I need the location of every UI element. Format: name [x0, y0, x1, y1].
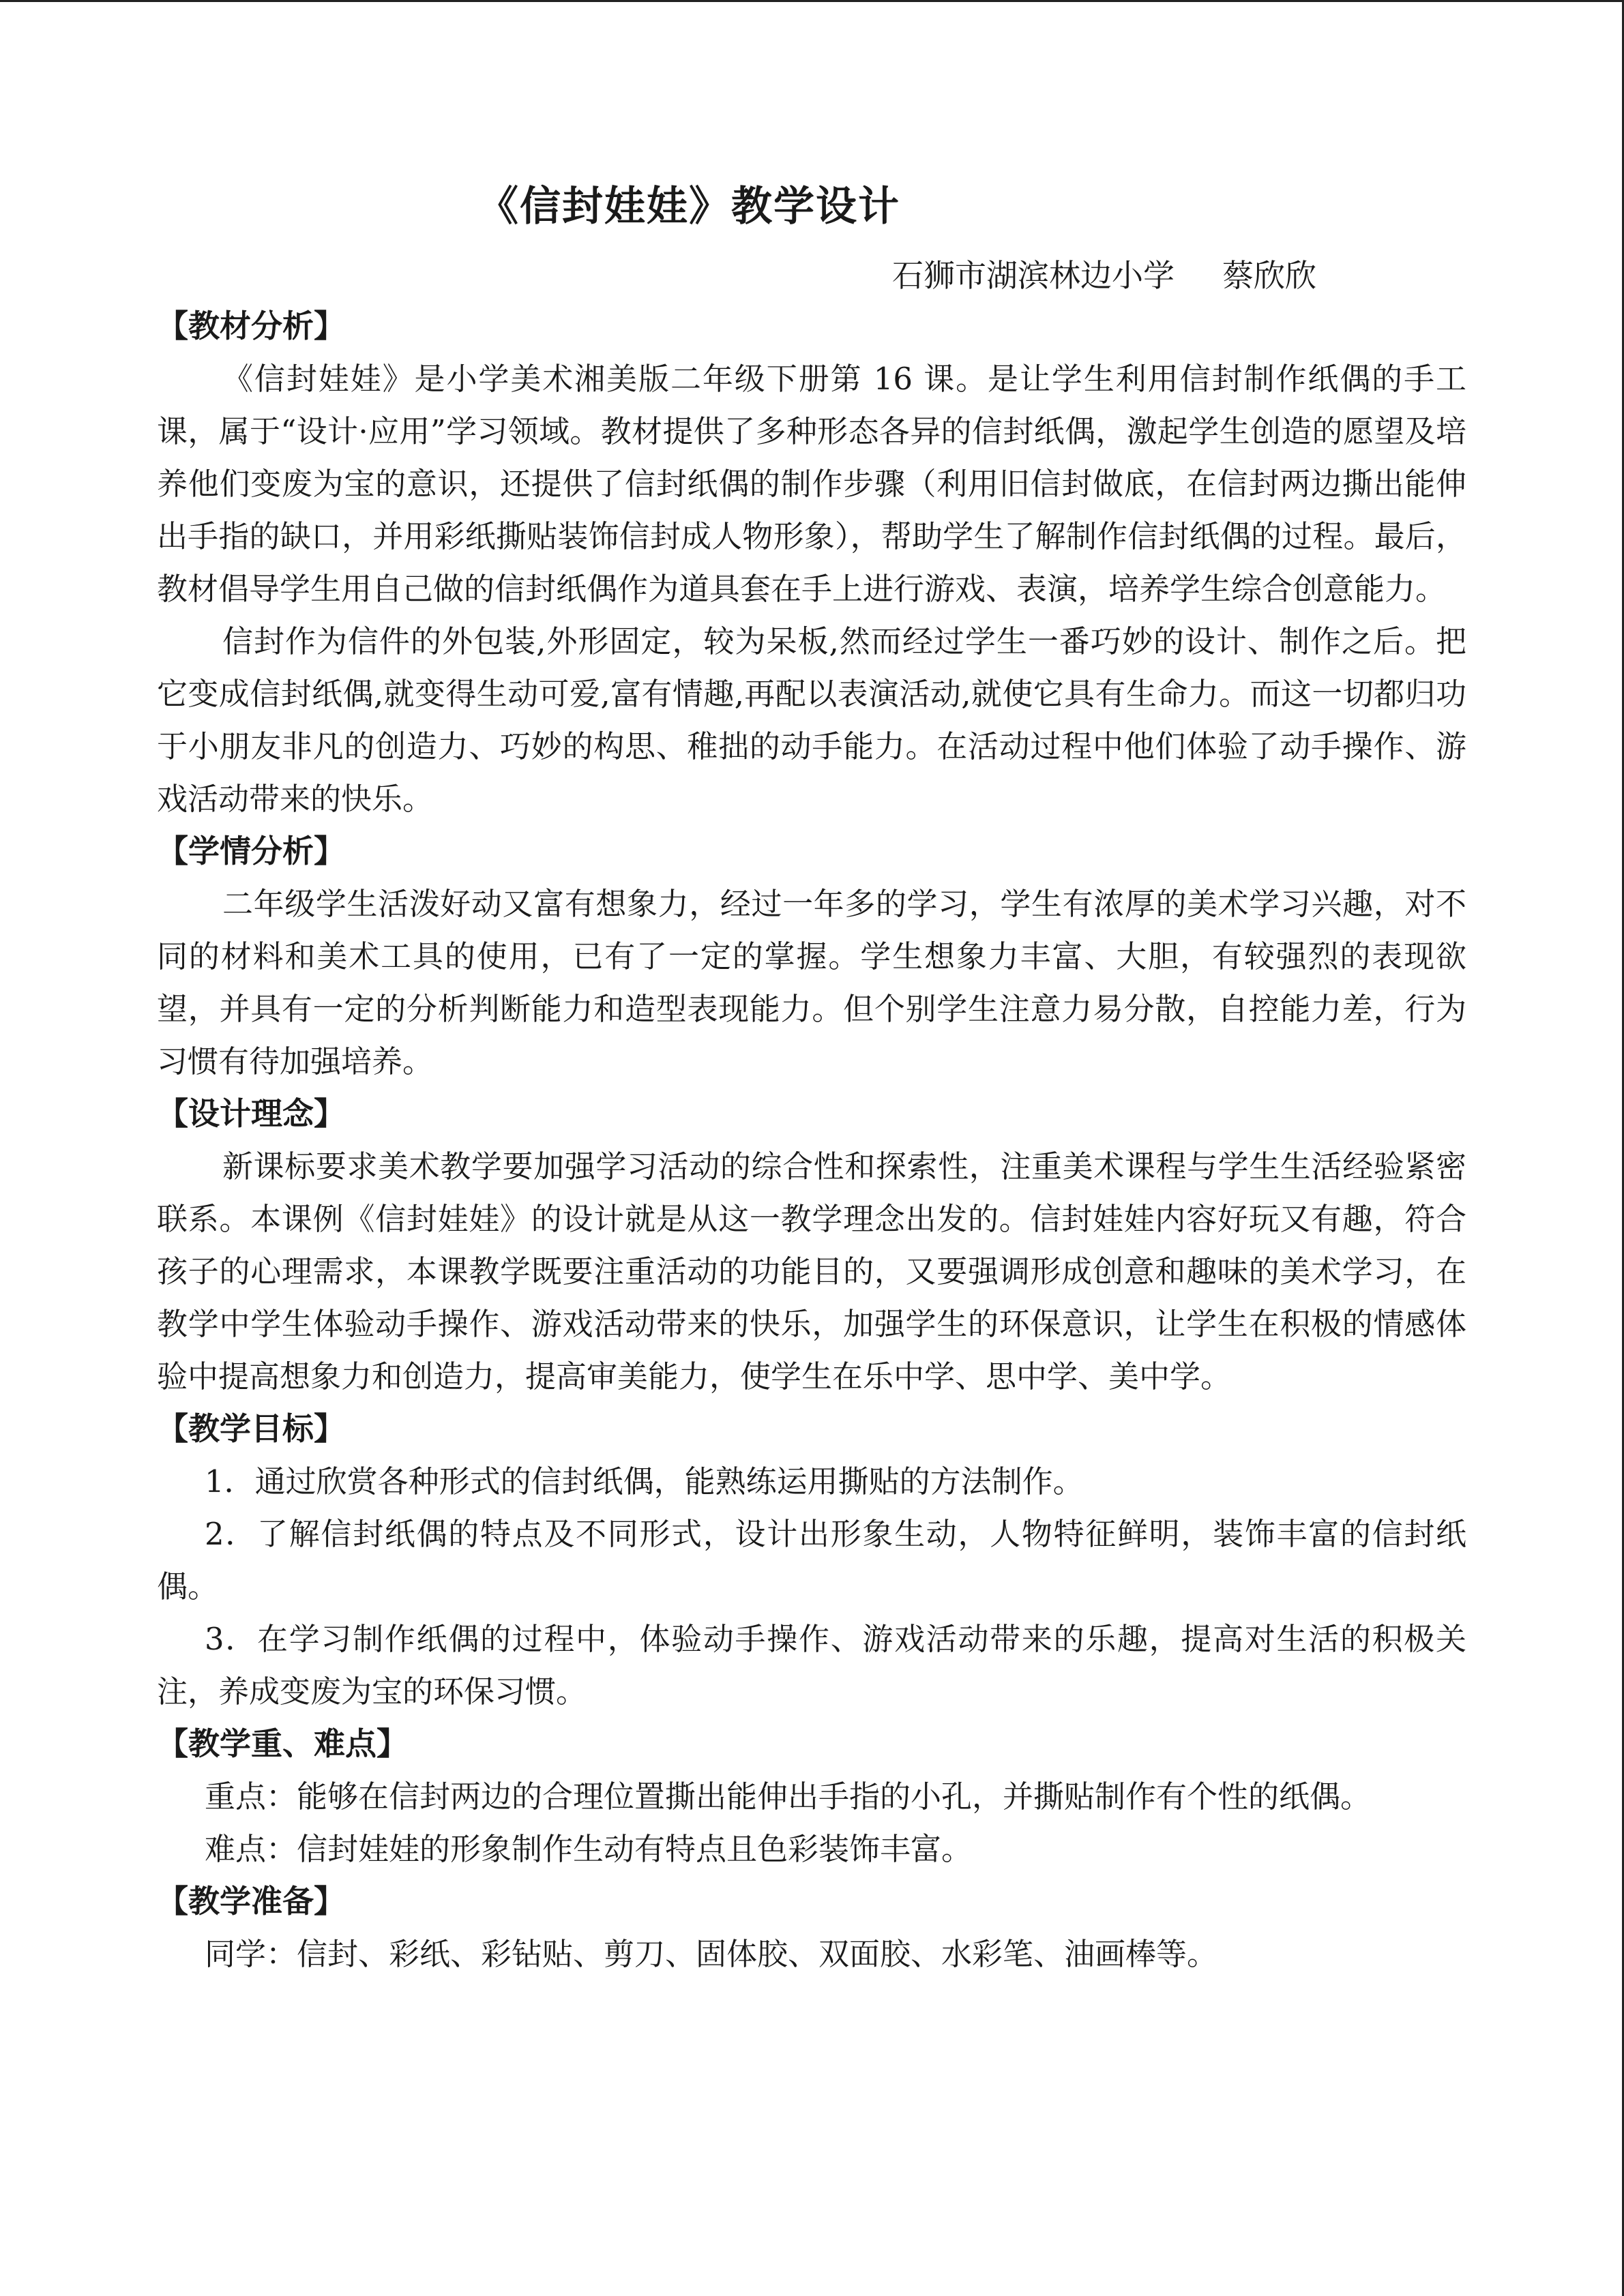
section-textbook-analysis: [157, 300, 1466, 825]
author-school: 石狮市湖滨林边小学: [892, 257, 1175, 294]
section-heading: 【教学目标】: [157, 1410, 345, 1447]
paragraph: 新课标要求美术教学要加强学习活动的综合性和探索性，注重美术课程与学生生活经验紧密联系。本课例《信封娃娃》的设计就是从这一教学理念出发的。信封娃娃内容好玩又有趣，符合孩子的心理需求，本课教学既要注重活动的功能目的，又要强调形成创意和趣味的美术学习，在教学中学生体验动手操作、游戏活动带来的快乐，加强学生的环保意识，让学生在积极的情感体验中提高想象力和创造力，提高审美能力，使学生在乐中学、思中学、美中学。: [157, 1148, 1466, 1395]
difficult-point-item: 难点：信封娃娃的形象制作生动有特点且色彩装饰丰富。: [205, 1831, 973, 1867]
section-heading: 【学情分析】: [157, 833, 345, 869]
key-point-item: 重点：能够在信封两边的合理位置撕出能伸出手指的小孔，并撕贴制作有个性的纸偶。: [205, 1778, 1372, 1815]
section-heading: 【教学准备】: [157, 1883, 345, 1920]
section-teaching-preparation: [157, 1875, 1466, 1980]
section-heading: 【设计理念】: [157, 1095, 345, 1132]
goal-item: 3．在学习制作纸偶的过程中，体验动手操作、游戏活动带来的乐趣，提高对生活的积极关注，养成变废为宝的环保习惯。: [157, 1621, 1466, 1710]
document-title: 《信封娃娃》教学设计: [477, 183, 900, 230]
section-student-analysis: [157, 825, 1466, 1088]
paragraph: 二年级学生活泼好动又富有想象力，经过一年多的学习，学生有浓厚的美术学习兴趣，对不同的材料和美术工具的使用，已有了一定的掌握。学生想象力丰富、大胆，有较强烈的表现欲望，并具有一定的分析判断能力和造型表现能力。但个别学生注意力易分散，自控能力差，行为习惯有待加强培养。: [157, 886, 1466, 1079]
author-name: 蔡欣欣: [1222, 257, 1316, 294]
preparation-item: 同学：信封、彩纸、彩钻贴、剪刀、固体胶、双面胶、水彩笔、油画棒等。: [205, 1936, 1218, 1972]
section-heading: 【教学重、难点】: [157, 1725, 408, 1762]
paragraph: 《信封娃娃》是小学美术湘美版二年级下册第 16 课。是让学生利用信封制作纸偶的手工课，属于“设计·应用”学习领域。教材提供了多种形态各异的信封纸偶，激起学生创造的愿望及培养他们变废为宝的意识，还提供了信封纸偶的制作步骤（利用旧信封做底，在信封两边撕出能伸出手指的缺口，并用彩纸撕贴装饰信封成人物形象），帮助学生了解制作信封纸偶的过程。最后，教材倡导学生用自己做的信封纸偶作为道具套在手上进行游戏、表演，培养学生综合创意能力。: [157, 361, 1466, 607]
section-design-concept: [157, 1088, 1466, 1403]
paragraph: 信封作为信件的外包装,外形固定，较为呆板,然而经过学生一番巧妙的设计、制作之后。把它变成信封纸偶,就变得生动可爱,富有情趣,再配以表演活动,就使它具有生命力。而这一切都归功于小朋友非凡的创造力、巧妙的构思、稚拙的动手能力。在活动过程中他们体验了动手操作、游戏活动带来的快乐。: [157, 623, 1466, 817]
section-heading: 【教材分析】: [157, 308, 345, 344]
section-teaching-goals: [157, 1403, 1466, 1718]
section-key-difficult-points: [157, 1718, 1466, 1875]
goal-item: 2．了解信封纸偶的特点及不同形式，设计出形象生动，人物特征鲜明，装饰丰富的信封纸偶。: [157, 1516, 1466, 1605]
goal-item: 1．通过欣赏各种形式的信封纸偶，能熟练运用撕贴的方法制作。: [205, 1463, 1084, 1500]
document-body: [157, 300, 1466, 1980]
author-line: [892, 251, 1316, 296]
